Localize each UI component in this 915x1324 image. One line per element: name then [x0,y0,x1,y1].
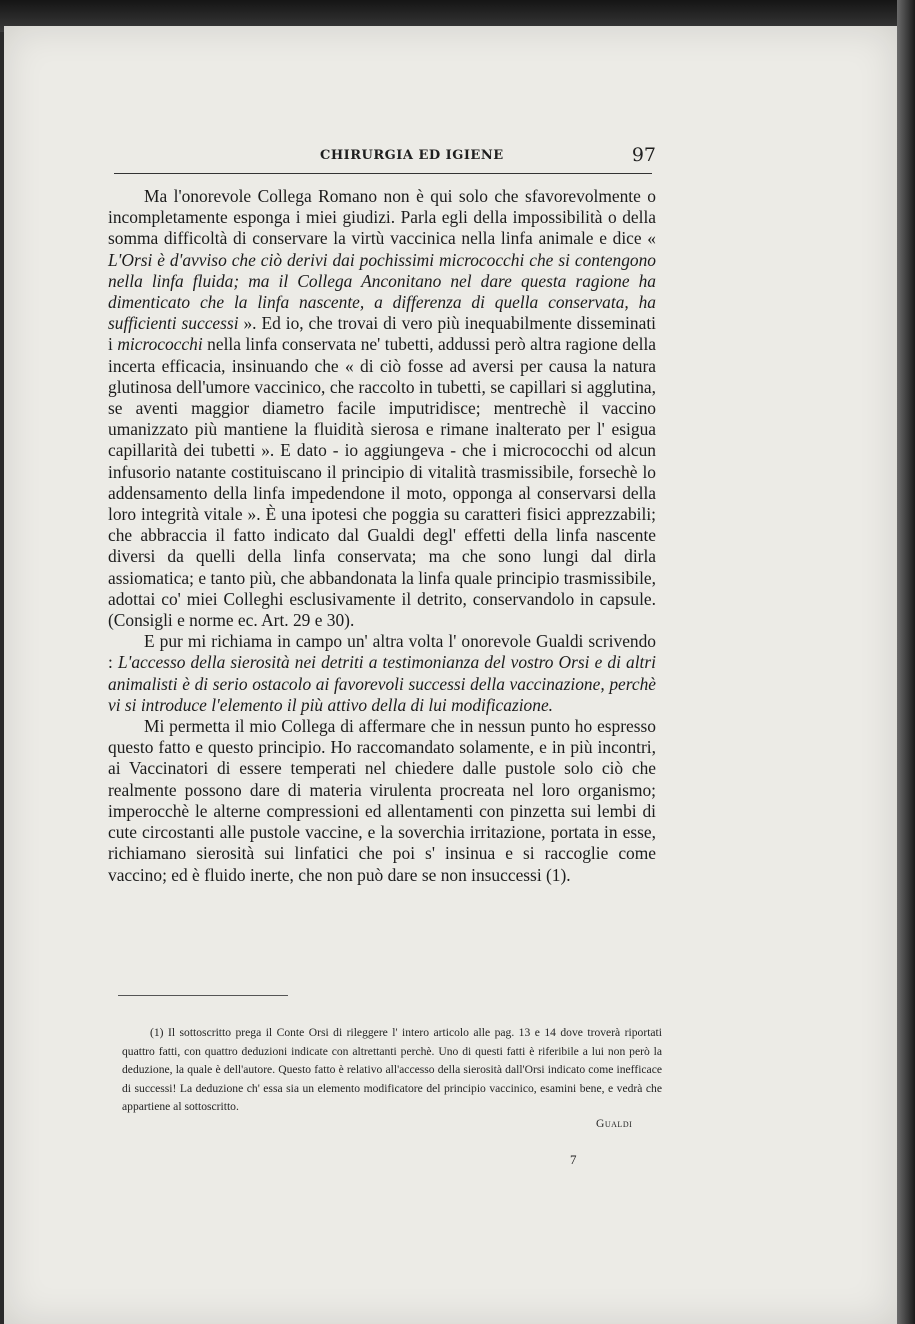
quoted-passage: L'Orsi è d'avviso che ciò derivi dai pochissimi micrococchi che si contengono nella linfa fluida; ma il Collega Anconitano nel dare questa ragione ha dimenticato che la linfa nascente, a differenza di quella conservata, ha sufficienti successi [108,249,656,334]
paragraph-1-rest: nella linfa conservata ne' tubetti, addussi però altra ragione della incerta efficacia, insinuando che « di ciò fosse ad aversi per causa la natura glutinosa dell'umore vaccinico, che raccolto in tubetti, se capillari si agglutina, se aventi maggior diametro facile imputridisce; mentrechè il vaccino umanizzato più mantiene la fluidità sierosa e rimane inalterato per l' esigua capillarità dei tubetti ». E dato - io aggiungeva - che i micrococchi od alcun infusorio natante costituiscano il principio di vitalità trasmissibile, forsechè lo addensamento della linfa impedendone il moto, opponga al conservarsi della loro integrità vitale ». È una ipotesi che poggia su caratteri fisici apprezzabili; che abbraccia il fatto indicato dal Gualdi degl' effetti della linfa nascente diversi da quelli della linfa conservata; ma che sono lungi dal dirla assiomatica; e tanto più, che abbandonata la linfa quale principio trasmissibile, adottai co' miei Colleghi esclusivamente il detrito, conservandolo in capsule. (Consigli e norme ec. Art. 29 e 30). [108,334,656,631]
main-text [108,186,656,886]
scan-border-right [897,0,915,1324]
signature-mark: 7 [570,1152,577,1167]
paragraph-2 [108,631,656,716]
footnote-signature: Gualdi [596,1117,633,1130]
footnote-rule [118,995,288,996]
header-rule [114,173,652,174]
footnote [122,1024,662,1117]
paragraph-1-middle: ». Ed io, che trovai di vero più inequabilmente disseminati i [108,313,657,355]
quoted-passage-2: L'accesso della sierosità nei detriti a testimonianza del vostro Orsi e di altri animalisti è di serio ostacolo ai favorevoli successi della vaccinazione, perchè vi si introduce l'elemento il più attivo della di lui modificazione. [108,652,656,715]
paragraph-1 [108,186,656,631]
running-head: CHIRURGIA ED IGIENE [320,148,504,163]
footnote-text: (1) Il sottoscritto prega il Conte Orsi di rileggere l' intero articolo alle pag. 13 e 14 dove troverà riportati quattro fatti, con quattro deduzioni indicate con altrettanti perchè. Uno di questi fatti è riferibile a lui non però la deduzione, la quale è dell'autore. Questo fatto è relativo all'accesso della sierosità dall'Orsi indicato come inefficace di successi! La deduzione ch' essa sia un elemento modificatore del principio vaccinico, esamini bene, e vedrà che appartiene al sottoscritto. [122,1026,662,1114]
book-page [4,26,897,1324]
page-header [114,144,662,168]
paragraph-2-intro: E pur mi richiama in campo un' altra volta l' onorevole Gualdi scrivendo : [108,631,656,673]
paragraph-3: Mi permetta il mio Collega di affermare che in nessun punto ho espresso questo fatto e questo principio. Ho raccomandato solamente, e in più incontri, ai Vaccinatori di essere temperati nel chiedere dalle pustole solo ciò che realmente possono dare di materia virulenta procreata nel loro organismo; imperocchè le alterne compressioni ed allentamenti con pinzetta sui lembi di cute circostanti alle pustole vaccine, e la soverchia irritazione, portata in esse, richiamano sierosità sui linfatici che poi s' insinua e si raccoglie come vaccino; ed è fluido inerte, che non può dare se non insuccessi (1). [108,716,656,885]
italic-term: micrococchi [117,334,203,355]
paragraph-1-intro: Ma l'onorevole Collega Romano non è qui solo che sfavorevolmente o incompletamente esponga i miei giudizi. Parla egli della impossibilità o della somma difficoltà di conservare la virtù vaccinica nella linfa animale e dice « [108,186,656,249]
page-number: 97 [631,144,656,166]
